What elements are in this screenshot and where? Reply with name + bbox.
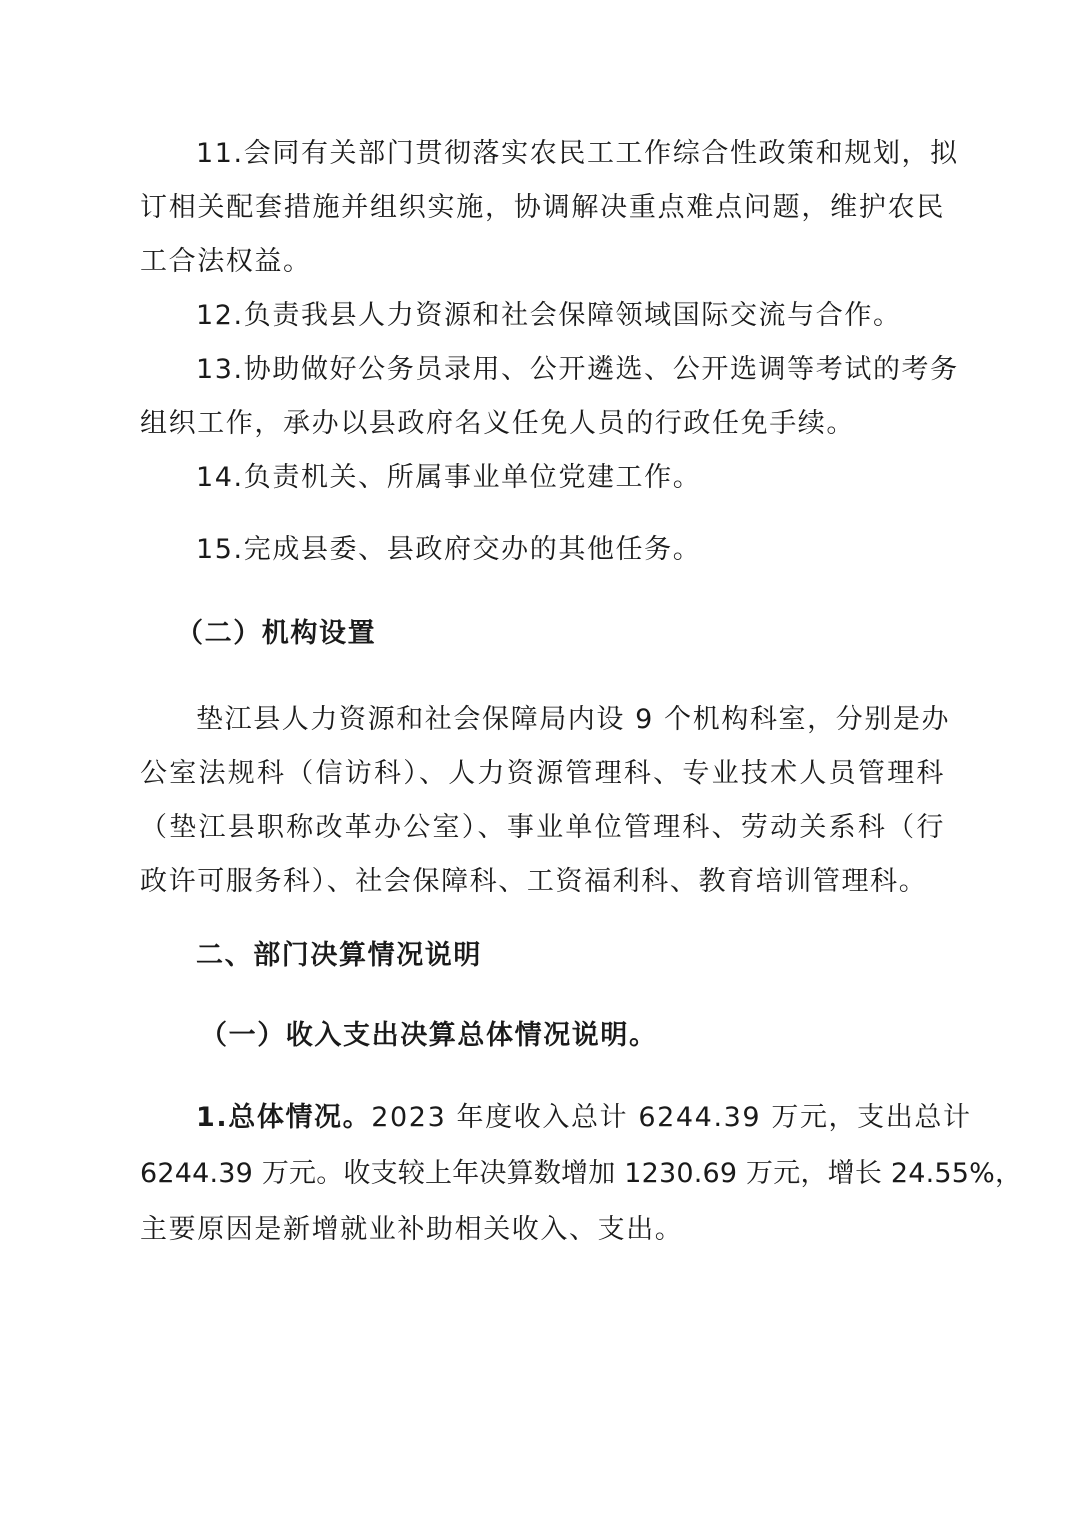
item-12-line-1: 12.负责我县人力资源和社会保障领域国际交流与合作。 (196, 300, 902, 331)
overall-line-1 (196, 1098, 972, 1138)
org-para-line-2: 公室法规科（信访科）、人力资源管理科、专业技术人员管理科 (140, 758, 945, 789)
org-para-line-4: 政许可服务科）、社会保障科、工资福利科、教育培训管理科。 (140, 866, 928, 897)
org-section-heading: （二）机构设置 (176, 618, 377, 649)
org-para-line-1: 垫江县人力资源和社会保障局内设 9 个机构科室，分别是办 (196, 704, 951, 735)
item-15-line-1: 15.完成县委、县政府交办的其他任务。 (196, 534, 702, 565)
item-11-line-3: 工合法权益。 (140, 246, 312, 277)
section-two-heading: 二、部门决算情况说明 (196, 940, 482, 971)
item-13-line-1: 13.协助做好公务员录用、公开遴选、公开选调等考试的考务 (196, 354, 959, 385)
overall-line-1-text: 2023 年度收入总计 6244.39 万元，支出总计 (371, 1102, 972, 1133)
overall-line-2: 6244.39 万元。收支较上年决算数增加 1230.69 万元，增长 24.55%， (140, 1158, 1023, 1189)
item-14-line-1: 14.负责机关、所属事业单位党建工作。 (196, 462, 702, 493)
overall-label: 1.总体情况。 (196, 1102, 372, 1133)
section-two-subheading: （一）收入支出决算总体情况说明。 (200, 1020, 658, 1051)
item-11-line-1: 11.会同有关部门贯彻落实农民工工作综合性政策和规划，拟 (196, 138, 959, 169)
org-para-line-3: （垫江县职称改革办公室）、事业单位管理科、劳动关系科（行 (140, 812, 945, 843)
item-11-line-2: 订相关配套措施并组织实施，协调解决重点难点问题，维护农民 (140, 192, 945, 223)
item-13-line-2: 组织工作，承办以县政府名义任免人员的行政任免手续。 (140, 408, 855, 439)
overall-line-3: 主要原因是新增就业补助相关收入、支出。 (140, 1214, 684, 1245)
